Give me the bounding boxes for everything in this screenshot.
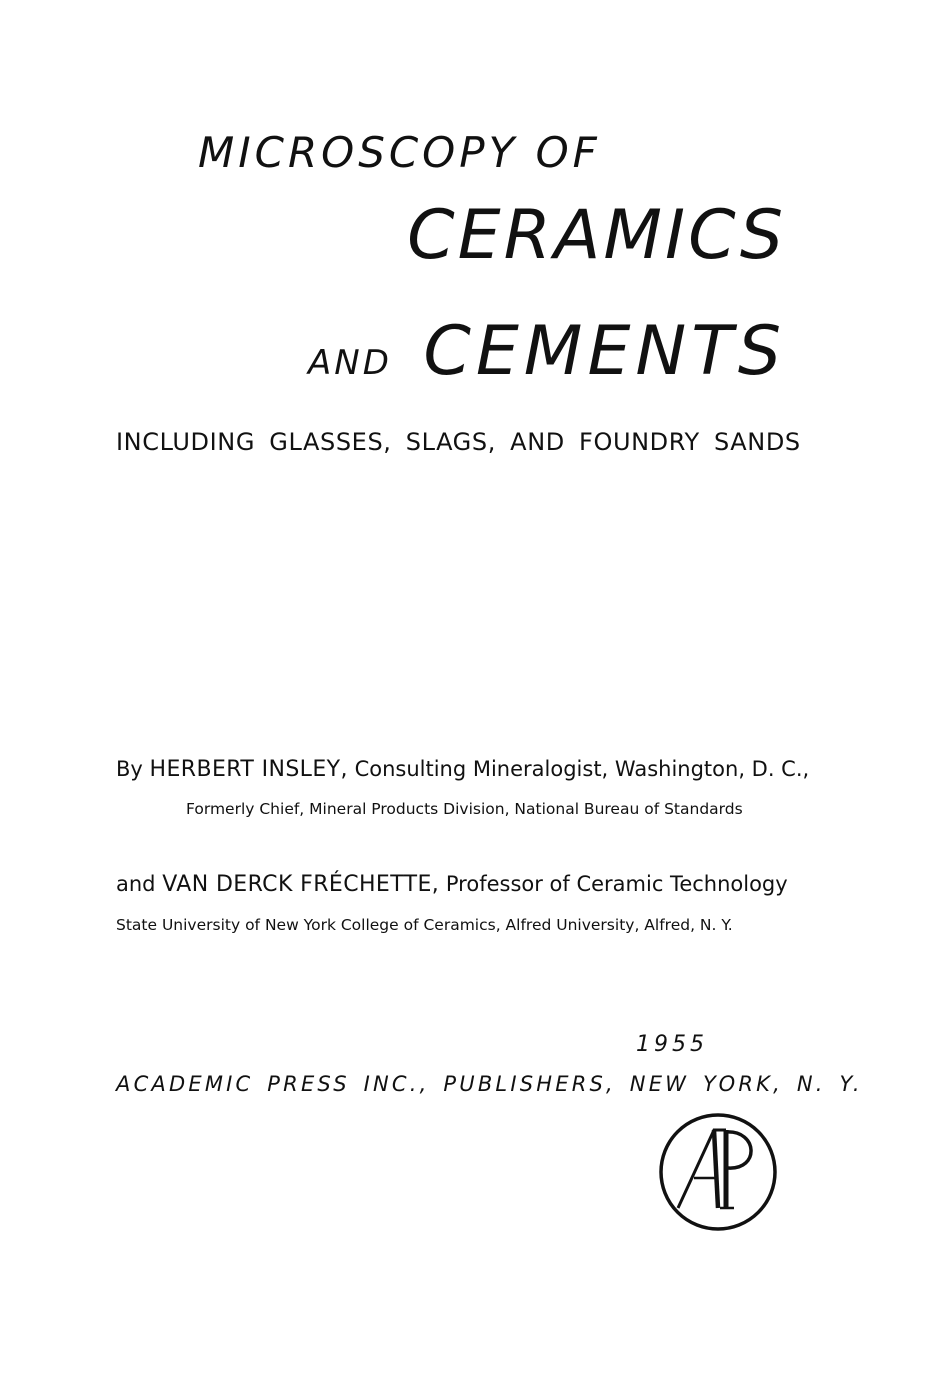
- subtitle: INCLUDING GLASSES, SLAGS, AND FOUNDRY SANDS: [116, 428, 801, 456]
- title-line-ceramics: CERAMICS: [407, 196, 786, 275]
- publisher-imprint: ACADEMIC PRESS INC., PUBLISHERS, NEW YORK, N. Y.: [116, 1072, 863, 1096]
- author-prefix: and: [116, 872, 156, 896]
- author-role: Consulting Mineralogist, Washington, D. C.,: [354, 757, 810, 781]
- author-prefix: By: [116, 757, 143, 781]
- title-conjunction: AND: [308, 343, 392, 383]
- author-role: Professor of Ceramic Technology: [445, 872, 788, 896]
- author-name: VAN DERCK FRÉCHETTE,: [162, 872, 440, 897]
- ap-monogram-icon: [656, 1110, 780, 1234]
- author-affiliation-insley: Formerly Chief, Mineral Products Division, National Bureau of Standards: [186, 800, 743, 818]
- author-affiliation-frechette: State University of New York College of Ceramics, Alfred University, Alfred, N. Y.: [116, 916, 733, 934]
- author-name: HERBERT INSLEY,: [149, 757, 348, 782]
- author-line-insley: [116, 757, 809, 782]
- title-line-cements: CEMENTS: [423, 312, 786, 391]
- title-line-microscopy-of: MICROSCOPY OF: [198, 128, 601, 177]
- publication-year: 1955: [636, 1032, 708, 1057]
- author-line-frechette: [116, 872, 788, 897]
